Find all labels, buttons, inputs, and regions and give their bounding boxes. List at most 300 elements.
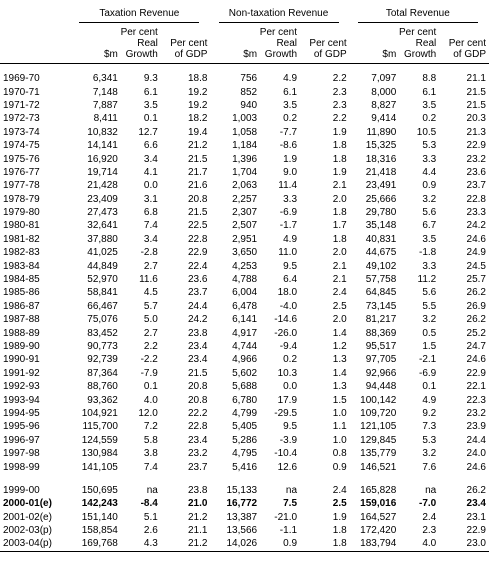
- tax-amount-cell: 88,760: [87, 381, 118, 393]
- tax-growth-cell: 4.5: [143, 287, 158, 299]
- nontax-growth-cell: 9.5: [283, 421, 298, 433]
- nontax-gdp-cell: 0.9: [332, 461, 347, 473]
- table-row: [0, 460, 489, 478]
- nontax-growth-cell: 9.0: [283, 166, 298, 178]
- total-growth-cell: 4.0: [422, 538, 437, 550]
- total-gdp-cell: 25.2: [466, 327, 486, 339]
- total-amount-cell: 135,779: [360, 448, 397, 460]
- year-cell: 1982-83: [3, 247, 40, 259]
- year-cell: 1974-75: [3, 140, 40, 152]
- year-cell: 1976-77: [3, 166, 40, 178]
- year-cell: 1992-93: [3, 381, 40, 393]
- nontax-gdp-cell: 1.9: [332, 126, 347, 138]
- real-label: Real: [276, 38, 298, 49]
- total-growth-cell: 3.5: [422, 99, 437, 111]
- nontax-amount-cell: 15,133: [210, 479, 260, 497]
- tax-growth-cell: 2.6: [143, 525, 158, 537]
- tax-growth-cell: 11.6: [139, 274, 158, 286]
- total-amount-cell: 57,758: [365, 274, 397, 286]
- total-gdp-cell: 22.1: [466, 381, 486, 393]
- total-growth-cell: 3.5: [422, 233, 437, 245]
- table-row: [0, 72, 489, 85]
- year-cell: 1994-95: [3, 407, 40, 419]
- tax-growth-cell: 7.4: [143, 461, 158, 473]
- nontax-amount-cell: 16,772: [226, 498, 258, 510]
- tax-amount-cell: 141,105: [81, 461, 118, 473]
- tax-amount-cell: 16,920: [87, 153, 118, 165]
- nontax-amount-cell: 4,917: [232, 327, 258, 339]
- nontax-growth-cell: -3.9: [279, 434, 298, 446]
- table-row: [0, 233, 489, 246]
- nontax-amount-cell: 4,788: [232, 274, 258, 286]
- tax-amount-cell: 115,700: [82, 421, 118, 433]
- tax-amount-cell: 158,854: [81, 525, 118, 537]
- tax-amount-cell: 169,768: [81, 538, 118, 550]
- group-header-nontaxation: Non-taxation Revenue: [210, 0, 349, 27]
- year-cell: 1972-73: [3, 113, 40, 125]
- nontax-amount-cell: 940: [240, 99, 258, 111]
- nontax-amount-cell: 1,184: [232, 140, 258, 152]
- total-growth-cell: 0.2: [422, 113, 437, 125]
- year-cell: 2000-01(e): [3, 498, 52, 510]
- nontax-growth-cell: -6.9: [279, 207, 298, 219]
- tax-gdp-cell: 22.8: [187, 233, 208, 245]
- total-gdp-cell: 20.3: [466, 113, 486, 125]
- tax-amount-cell: 93,362: [87, 394, 118, 406]
- tax-gdp-cell: 21.5: [187, 367, 208, 379]
- total-growth-cell: -1.8: [419, 247, 437, 259]
- nontax-growth-cell: -1.7: [279, 220, 298, 232]
- tax-gdp-cell: 21.2: [187, 511, 208, 523]
- tax-growth-cell: -7.9: [140, 367, 158, 379]
- nontax-amount-cell: 14,026: [226, 538, 258, 550]
- of-gdp-label: of GDP: [313, 49, 347, 60]
- growth-label: Growth: [404, 49, 437, 60]
- table-row: [0, 219, 489, 232]
- nontax-growth-cell: -14.6: [274, 314, 298, 326]
- total-amount-cell: 88,369: [365, 327, 397, 339]
- total-growth-cell: 10.5: [416, 126, 437, 138]
- tax-growth-cell: -2.2: [140, 354, 158, 366]
- tax-gdp-cell: 21.5: [187, 207, 208, 219]
- tax-amount-cell: 58,841: [87, 287, 118, 299]
- table-row: [0, 353, 489, 366]
- year-cell: 1996-97: [3, 434, 40, 446]
- tax-amount-cell: 44,849: [87, 260, 118, 272]
- table-body: [0, 72, 489, 551]
- table-row: [0, 166, 489, 179]
- table-row: [0, 524, 489, 537]
- table-row: [0, 193, 489, 206]
- nontax-growth-cell: -29.5: [274, 407, 298, 419]
- total-growth-cell: 5.3: [422, 434, 437, 446]
- total-gdp-cell: 24.6: [466, 461, 486, 473]
- total-gdp-cell: 23.9: [466, 421, 486, 433]
- table-row: [0, 152, 489, 165]
- total-growth-cell: na: [399, 479, 439, 497]
- tax-growth-cell: 7.2: [143, 421, 158, 433]
- tax-growth-cell: 6.6: [143, 140, 158, 152]
- year-cell: 1985-86: [3, 287, 40, 299]
- year-cell: 1989-90: [3, 341, 40, 352]
- per-cent-label: Per cent: [399, 27, 437, 38]
- tax-gdp-cell: 22.9: [187, 247, 208, 259]
- nontax-growth-cell: -9.4: [279, 341, 298, 352]
- total-growth-cell: -7.0: [419, 498, 437, 510]
- of-gdp-label: of GDP: [453, 49, 486, 60]
- total-growth-cell: 5.6: [422, 287, 437, 299]
- nontax-gdp-cell: 1.0: [332, 407, 347, 419]
- total-amount-cell: 109,720: [360, 407, 397, 419]
- tax-amount-cell: 41,025: [87, 247, 118, 259]
- tax-gdp-cell: 19.2: [187, 99, 208, 111]
- table-row: [0, 367, 489, 380]
- nontax-growth-cell: 7.5: [283, 498, 298, 510]
- total-amount-cell: 21,418: [365, 166, 397, 178]
- year-cell: 1978-79: [3, 193, 40, 205]
- nontax-gdp-cell: 1.2: [332, 341, 347, 352]
- tax-amount-cell: 7,887: [92, 99, 118, 111]
- total-gdp-cell: 24.5: [466, 260, 486, 272]
- nontax-growth-cell: 11.0: [278, 247, 298, 259]
- tax-gdp-cell: 23.2: [187, 448, 208, 460]
- table-row: [0, 434, 489, 447]
- nontax-gdp-cell: 2.2: [332, 73, 347, 85]
- tax-gdp-cell: 20.8: [187, 193, 208, 205]
- table-row: [0, 139, 489, 152]
- tax-growth-cell: 2.7: [143, 327, 158, 339]
- total-amount-cell: 100,142: [360, 394, 397, 406]
- nontax-growth-cell: 0.2: [283, 354, 298, 366]
- total-gdp-cell: 23.0: [466, 538, 486, 550]
- year-cell: 1969-70: [3, 73, 40, 85]
- total-amount-cell: 92,966: [365, 367, 397, 379]
- nontax-amount-cell: 5,405: [232, 421, 258, 433]
- total-amount-cell: 49,102: [365, 260, 397, 272]
- group-header-row: [0, 0, 489, 27]
- total-amount-cell: 94,448: [365, 381, 397, 393]
- total-growth-cell: 3.3: [422, 260, 437, 272]
- nontax-growth-cell: 3.3: [283, 193, 298, 205]
- table-row: [0, 420, 489, 433]
- tax-gdp-cell: 24.4: [187, 300, 208, 312]
- tax-amount-cell: 151,140: [81, 511, 118, 523]
- year-cell: 1977-78: [3, 180, 40, 192]
- nontax-gdp-cell: 1.4: [332, 327, 347, 339]
- nontax-growth-cell: 11.4: [278, 180, 298, 192]
- total-growth-cell: 5.3: [422, 140, 437, 152]
- tax-gdp-cell: 23.8: [161, 479, 211, 497]
- nontax-amount-cell: 5,286: [232, 434, 258, 446]
- tax-growth-cell: 0.0: [143, 180, 158, 192]
- nontax-gdp-cell: 1.9: [332, 166, 347, 178]
- total-amount-cell: 64,845: [365, 287, 397, 299]
- nontax-amount-cell: 13,566: [226, 525, 258, 537]
- nontax-amount-cell: 5,688: [232, 381, 258, 393]
- tax-amount-cell: 90,773: [87, 341, 118, 352]
- nontax-gdp-cell: 2.4: [300, 479, 350, 497]
- total-gdp-cell: 26.9: [466, 300, 486, 312]
- total-amount-cell: 23,491: [365, 180, 397, 192]
- tax-amount-cell: 92,739: [87, 354, 118, 366]
- nontax-growth-cell: 12.6: [277, 461, 298, 473]
- tax-amount-cell: 150,695: [71, 479, 121, 497]
- per-cent-label: Per cent: [259, 27, 298, 38]
- tax-amount-cell: 142,243: [81, 498, 118, 510]
- total-growth-cell: 4.4: [422, 166, 437, 178]
- total-amount-cell: 129,845: [360, 434, 397, 446]
- nontax-growth-cell: -26.0: [274, 327, 298, 339]
- tax-amount-cell: 14,141: [87, 140, 118, 152]
- total-gdp-cell: 24.2: [466, 220, 486, 232]
- total-growth-cell: 11.2: [417, 274, 437, 286]
- nontax-growth-cell: 1.9: [283, 153, 298, 165]
- nontax-amount-cell: 6,004: [232, 287, 258, 299]
- tax-gdp-cell: 23.7: [187, 461, 208, 473]
- nontax-gdp-cell: 1.8: [332, 140, 347, 152]
- tax-amount-cell: 32,641: [87, 220, 118, 232]
- year-cell: 1970-71: [3, 86, 40, 98]
- tax-amount-cell: 7,148: [92, 86, 118, 98]
- total-amount-cell: 8,827: [371, 99, 397, 111]
- tax-growth-cell: 3.8: [143, 448, 158, 460]
- total-amount-cell: 15,325: [365, 140, 397, 152]
- table-row: [0, 407, 489, 420]
- table-row: [0, 286, 489, 299]
- table-row: [0, 497, 489, 510]
- nontax-gdp-cell: 2.4: [332, 287, 347, 299]
- tax-gdp-cell: 23.4: [187, 434, 208, 446]
- total-amount-cell: 9,414: [371, 113, 397, 125]
- tax-amount-cell: 75,076: [87, 314, 118, 326]
- nontax-gdp-cell: 2.0: [332, 247, 347, 259]
- total-gdp-cell: 23.6: [466, 166, 486, 178]
- total-growth-cell: 6.7: [422, 220, 437, 232]
- total-gdp-cell: 23.1: [466, 511, 486, 523]
- nontax-gdp-cell: 1.8: [332, 153, 347, 165]
- tax-growth-cell: 0.1: [143, 113, 158, 125]
- bottom-rule: [0, 551, 489, 552]
- tax-gdp-cell: 23.8: [187, 327, 208, 339]
- total-growth-cell: 3.2: [422, 448, 437, 460]
- tax-gdp-cell: 21.1: [187, 525, 208, 537]
- nontax-amount-cell: 2,507: [232, 220, 258, 232]
- total-growth-cell: 0.5: [422, 327, 437, 339]
- tax-amount-cell: 130,984: [81, 448, 118, 460]
- tax-amount-cell: 66,467: [87, 300, 118, 312]
- table-row: [0, 340, 489, 353]
- nontax-growth-cell: 0.2: [283, 113, 298, 125]
- tax-amount-cell: 19,714: [87, 166, 118, 178]
- year-cell: 1990-91: [3, 354, 40, 366]
- total-gdp-cell: 23.2: [466, 153, 486, 165]
- nontax-growth-cell: 0.0: [283, 381, 298, 393]
- nontax-gdp-cell: 2.1: [332, 180, 347, 192]
- year-cell: 1983-84: [3, 260, 40, 272]
- nontax-gdp-cell: 1.3: [332, 354, 347, 366]
- nontax-amount-cell: 4,253: [232, 260, 258, 272]
- year-cell: 1981-82: [3, 233, 40, 245]
- subheader-row-2: [0, 38, 489, 49]
- total-gdp-cell: 24.6: [466, 354, 486, 366]
- tax-gdp-cell: 21.5: [187, 153, 208, 165]
- nontax-growth-cell: 9.5: [283, 260, 298, 272]
- year-cell: 1984-85: [3, 274, 40, 286]
- nontax-growth-cell: 6.4: [283, 274, 298, 286]
- total-amount-cell: 7,097: [371, 73, 397, 85]
- table-row: [0, 380, 489, 393]
- year-cell: 1997-98: [3, 448, 40, 460]
- total-gdp-cell: 24.0: [466, 448, 486, 460]
- year-cell: 1975-76: [3, 153, 40, 165]
- year-cell: 1980-81: [3, 220, 40, 232]
- table-row: [0, 300, 489, 313]
- per-cent-gdp-label: Per cent: [170, 38, 208, 49]
- total-gdp-cell: 24.4: [466, 434, 486, 446]
- total-gdp-cell: 22.9: [466, 367, 486, 379]
- nontax-amount-cell: 2,257: [232, 193, 258, 205]
- tax-growth-cell: 6.1: [143, 86, 158, 98]
- table-row: [0, 99, 489, 112]
- nontax-gdp-cell: 1.7: [332, 220, 347, 232]
- nontax-gdp-cell: 1.8: [332, 207, 347, 219]
- nontax-gdp-cell: 1.1: [332, 421, 347, 433]
- table-row: [0, 393, 489, 406]
- total-amount-cell: 183,794: [360, 538, 397, 550]
- total-amount-cell: 11,890: [366, 126, 397, 138]
- tax-growth-cell: 4.1: [143, 166, 158, 178]
- total-gdp-cell: 22.9: [466, 140, 486, 152]
- total-amount-cell: 25,666: [365, 193, 397, 205]
- millions-label: $m: [103, 49, 118, 60]
- nontax-growth-cell: -4.0: [279, 300, 298, 312]
- tax-amount-cell: 10,832: [87, 126, 118, 138]
- per-cent-label: Per cent: [120, 27, 158, 38]
- nontax-growth-cell: -1.1: [279, 525, 298, 537]
- total-gdp-cell: 21.5: [466, 99, 486, 111]
- tax-gdp-cell: 24.2: [187, 314, 208, 326]
- tax-growth-cell: 6.8: [143, 207, 158, 219]
- nontax-gdp-cell: 1.8: [332, 538, 347, 550]
- total-growth-cell: 2.3: [422, 525, 437, 537]
- year-cell: 2001-02(e): [3, 511, 52, 523]
- total-growth-cell: -6.9: [419, 367, 437, 379]
- tax-gdp-cell: 21.0: [187, 498, 208, 510]
- tax-growth-cell: 3.4: [143, 233, 158, 245]
- per-cent-gdp-label: Per cent: [448, 38, 486, 49]
- total-amount-cell: 164,527: [360, 511, 397, 523]
- nontax-growth-cell: 10.3: [277, 367, 298, 379]
- tax-growth-cell: 5.8: [143, 434, 158, 446]
- tax-growth-cell: 0.1: [143, 381, 158, 393]
- nontax-amount-cell: 4,795: [232, 448, 258, 460]
- nontax-gdp-cell: 2.3: [332, 86, 347, 98]
- total-amount-cell: 95,517: [365, 341, 397, 352]
- year-cell: 1999-00: [0, 479, 71, 497]
- tax-growth-cell: 12.7: [138, 126, 158, 138]
- tax-growth-cell: 5.1: [143, 511, 158, 523]
- tax-growth-cell: 3.5: [143, 99, 158, 111]
- total-gdp-cell: 21.3: [466, 126, 486, 138]
- tax-gdp-cell: 20.8: [187, 394, 208, 406]
- tax-growth-cell: 5.7: [143, 300, 158, 312]
- nontax-gdp-cell: 2.3: [332, 99, 347, 111]
- nontax-gdp-cell: 1.0: [332, 434, 347, 446]
- nontax-amount-cell: 6,141: [232, 314, 258, 326]
- year-cell: 1998-99: [3, 461, 40, 473]
- nontax-amount-cell: 4,799: [232, 407, 258, 419]
- year-cell: 1993-94: [3, 394, 40, 406]
- nontax-amount-cell: 756: [240, 73, 258, 85]
- tax-gdp-cell: 21.2: [187, 538, 208, 550]
- total-gdp-cell: 23.3: [466, 207, 486, 219]
- millions-label: $m: [382, 49, 397, 60]
- nontax-growth-cell: 3.5: [283, 99, 298, 111]
- tax-growth-cell: 4.3: [143, 538, 158, 550]
- total-growth-cell: -2.1: [419, 354, 437, 366]
- per-cent-gdp-label: Per cent: [309, 38, 347, 49]
- tax-gdp-cell: 22.2: [187, 407, 208, 419]
- total-growth-cell: 7.6: [422, 461, 437, 473]
- table-row: [0, 126, 489, 139]
- nontax-amount-cell: 5,602: [232, 367, 258, 379]
- nontax-gdp-cell: 2.1: [332, 274, 347, 286]
- table-row: [0, 273, 489, 286]
- tax-growth-cell: 9.3: [143, 73, 158, 85]
- year-cell: 1988-89: [3, 327, 40, 339]
- tax-gdp-cell: 19.2: [187, 86, 208, 98]
- table-row: [0, 206, 489, 219]
- year-cell: 2002-03(p): [3, 525, 52, 537]
- nontax-amount-cell: 4,744: [232, 341, 258, 352]
- real-label: Real: [415, 38, 437, 49]
- total-gdp-cell: 23.4: [466, 498, 486, 510]
- nontax-gdp-cell: 1.9: [332, 511, 347, 523]
- nontax-gdp-cell: 1.8: [332, 525, 347, 537]
- total-gdp-cell: 26.2: [466, 314, 486, 326]
- nontax-amount-cell: 2,307: [232, 207, 258, 219]
- tax-amount-cell: 21,428: [87, 180, 118, 192]
- tax-amount-cell: 87,364: [87, 367, 118, 379]
- year-cell: 1987-88: [3, 314, 40, 326]
- nontax-gdp-cell: 2.0: [332, 314, 347, 326]
- tax-gdp-cell: 20.8: [187, 381, 208, 393]
- nontax-amount-cell: 852: [240, 86, 258, 98]
- header-rule: [0, 64, 489, 73]
- total-amount-cell: 18,316: [365, 153, 397, 165]
- total-growth-cell: 0.9: [422, 180, 437, 192]
- table-row: [0, 537, 489, 550]
- total-gdp-cell: 24.7: [466, 341, 486, 352]
- nontax-gdp-cell: 2.2: [332, 113, 347, 125]
- total-gdp-cell: 25.7: [466, 274, 486, 286]
- total-growth-cell: 6.1: [422, 86, 437, 98]
- tax-gdp-cell: 18.8: [187, 73, 208, 85]
- total-growth-cell: 1.5: [422, 341, 437, 352]
- nontax-growth-cell: na: [260, 479, 300, 497]
- tax-amount-cell: 6,341: [92, 73, 118, 85]
- nontax-amount-cell: 3,650: [232, 247, 258, 259]
- tax-amount-cell: 83,452: [87, 327, 118, 339]
- nontax-growth-cell: 18.0: [277, 287, 298, 299]
- nontax-amount-cell: 1,058: [232, 126, 258, 138]
- tax-growth-cell: 5.0: [143, 314, 158, 326]
- tax-growth-cell: 2.2: [143, 341, 158, 352]
- year-cell: 1995-96: [3, 421, 40, 433]
- subheader-row-3: [0, 49, 489, 64]
- total-gdp-cell: 22.3: [466, 394, 486, 406]
- table-row: [0, 447, 489, 460]
